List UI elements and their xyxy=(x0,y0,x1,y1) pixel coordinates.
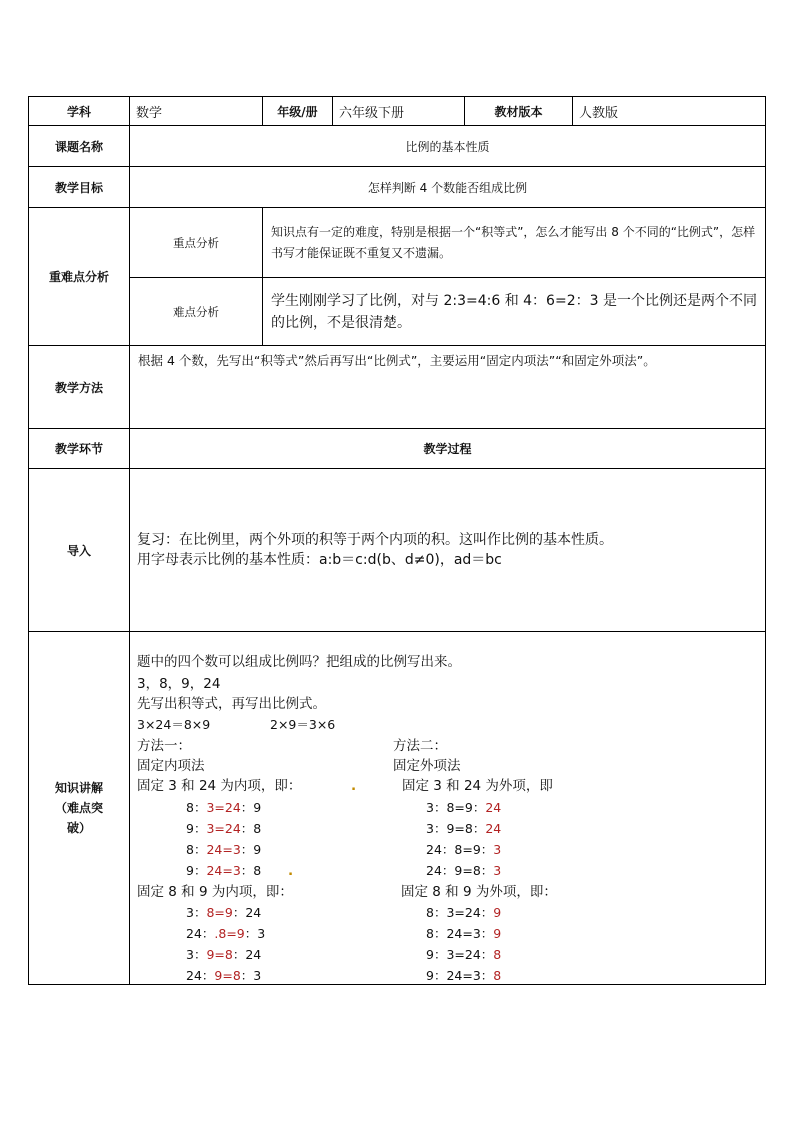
outer-group-b-label: 固定 8 和 9 为外项，即： xyxy=(401,884,557,900)
method-1-label: 方法一： xyxy=(137,738,191,754)
goal-row xyxy=(29,167,766,208)
title-value: 比例的基本性质 xyxy=(130,126,766,167)
outer-ratio-1: 3：8=9：24 xyxy=(426,800,502,815)
outer-ratio-6: 8：24=3：9 xyxy=(426,926,502,941)
key-label: 重点分析 xyxy=(130,208,263,278)
method-row xyxy=(29,346,766,429)
stray-dot-2: . xyxy=(288,863,294,879)
subject-value: 数学 xyxy=(130,97,263,126)
grade-value: 六年级下册 xyxy=(333,97,465,126)
goal-value: 怎样判断 4 个数能否组成比例 xyxy=(130,167,766,208)
stray-dot-1: . xyxy=(351,778,357,794)
hard-row xyxy=(29,278,766,346)
goal-label: 教学目标 xyxy=(29,167,130,208)
method-label: 教学方法 xyxy=(29,346,130,429)
method-text: 根据 4 个数，先写出“积等式”然后再写出“比例式”，主要运用“固定内项法”“和固定外项法”。 xyxy=(130,346,766,429)
outer-group-a-label: 固定 3 和 24 为外项，即 xyxy=(402,778,553,794)
lesson-plan-table xyxy=(28,96,766,985)
intro-line-2: 用字母表示比例的基本性质：a:b＝c:d(b、d≠0)，ad＝bc xyxy=(137,552,502,568)
intro-row xyxy=(29,469,766,632)
inner-ratio-8: 24：9=8：3 xyxy=(186,968,262,983)
outer-ratio-3: 24：8=9：3 xyxy=(426,842,502,857)
inner-ratio-4: 9：24=3：8 xyxy=(186,863,262,878)
step-text: 先写出积等式，再写出比例式。 xyxy=(137,696,326,712)
inner-ratio-2: 9：3=24：8 xyxy=(186,821,262,836)
knowledge-row xyxy=(29,632,766,985)
key-text: 知识点有一定的难度，特别是根据一个“积等式”，怎么才能写出 8 个不同的“比例式”，怎样书写才能保证既不重复又不遗漏。 xyxy=(263,208,766,278)
outer-ratio-5: 8：3=24：9 xyxy=(426,905,502,920)
knowledge-cell xyxy=(130,632,766,985)
inner-ratio-5: 3：8=9：24 xyxy=(186,905,262,920)
outer-ratio-2: 3：9=8：24 xyxy=(426,821,502,836)
question-text: 题中的四个数可以组成比例吗？把组成的比例写出来。 xyxy=(137,654,461,670)
grade-label: 年级/册 xyxy=(263,97,333,126)
key-row xyxy=(29,208,766,278)
hard-label: 难点分析 xyxy=(130,278,263,346)
subject-label: 学科 xyxy=(29,97,130,126)
title-row xyxy=(29,126,766,167)
inner-group-b-label: 固定 8 和 9 为内项，即： xyxy=(137,884,293,900)
outer-ratio-8: 9：24=3：8 xyxy=(426,968,502,983)
edition-label: 教材版本 xyxy=(465,97,573,126)
process-label: 教学环节 xyxy=(29,429,130,469)
equation-2: 2×9＝3×6 xyxy=(270,717,336,732)
process-value: 教学过程 xyxy=(130,429,766,469)
equation-1: 3×24＝8×9 xyxy=(137,717,211,732)
hard-text: 学生刚刚学习了比例，对与 2:3=4:6 和 4：6=2：3 是一个比例还是两个不同的比例，不是很清楚。 xyxy=(263,278,766,346)
process-row xyxy=(29,429,766,469)
knowledge-label-line-3: 破） xyxy=(66,821,91,835)
header-row xyxy=(29,97,766,126)
knowledge-label-line-2: （难点突 xyxy=(54,801,103,815)
method-2-label: 方法二： xyxy=(393,738,447,754)
outer-ratio-7: 9：3=24：8 xyxy=(426,947,502,962)
outer-method-label: 固定外项法 xyxy=(393,758,461,774)
outer-ratio-4: 24：9=8：3 xyxy=(426,863,502,878)
edition-value: 人教版 xyxy=(573,97,766,126)
inner-ratio-6: 24：.8=9：3 xyxy=(186,926,266,941)
inner-ratio-1: 8：3=24：9 xyxy=(186,800,262,815)
knowledge-label xyxy=(29,632,130,985)
difficulty-label: 重难点分析 xyxy=(29,208,130,346)
intro-cell xyxy=(130,469,766,632)
intro-line-1: 复习：在比例里，两个外项的积等于两个内项的积。这叫作比例的基本性质。 xyxy=(137,532,613,548)
inner-ratio-7: 3：9=8：24 xyxy=(186,947,262,962)
inner-method-label: 固定内项法 xyxy=(137,758,205,774)
knowledge-label-line-1: 知识讲解 xyxy=(54,781,103,795)
title-label: 课题名称 xyxy=(29,126,130,167)
inner-group-a-label: 固定 3 和 24 为内项，即： xyxy=(137,778,302,794)
numbers-text: 3，8，9，24 xyxy=(137,676,221,692)
intro-label: 导入 xyxy=(29,469,130,632)
inner-ratio-3: 8：24=3：9 xyxy=(186,842,262,857)
